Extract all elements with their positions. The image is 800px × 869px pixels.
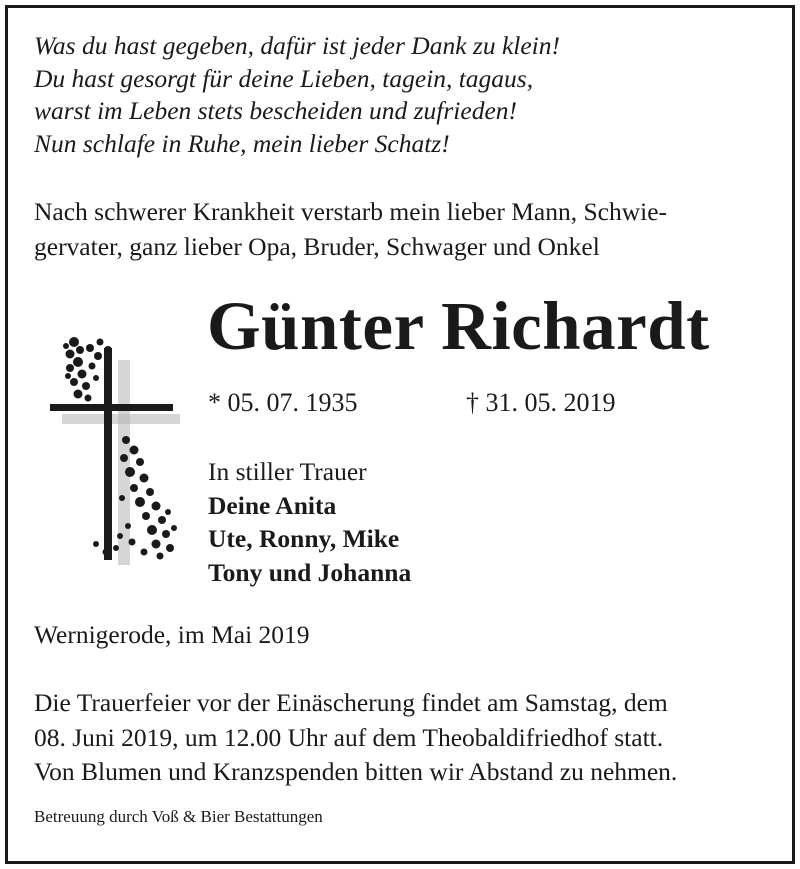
undertaker-credit: Betreuung durch Voß & Bier Bestattungen bbox=[34, 807, 323, 826]
funeral-details bbox=[34, 686, 677, 790]
cross-with-ivy-icon bbox=[40, 330, 190, 570]
poem-line: Du hast gesorgt für deine Lieben, tagein, tagaus, bbox=[34, 63, 534, 93]
announcement-line: gervater, ganz lieber Opa, Bruder, Schwager und Onkel bbox=[34, 232, 600, 261]
poem-line: warst im Leben stets bescheiden und zufrieden! bbox=[34, 96, 518, 125]
place-and-date: Wernigerode, im Mai 2019 bbox=[34, 620, 310, 649]
cross-vertical-beam bbox=[104, 348, 112, 560]
mourner-name: Ute, Ronny, Mike bbox=[208, 524, 400, 553]
mourner-name: Tony und Johanna bbox=[208, 557, 412, 587]
death-date: † 31. 05. 2019 bbox=[466, 388, 616, 417]
announcement-text bbox=[34, 194, 667, 264]
birth-date: * 05. 07. 1935 bbox=[208, 388, 358, 417]
mourners-block bbox=[208, 455, 411, 589]
mourner-name: Deine Anita bbox=[208, 490, 337, 520]
memorial-poem bbox=[34, 30, 560, 160]
cross-shadow-horizontal bbox=[62, 414, 180, 424]
poem-line: Nun schlafe in Ruhe, mein lieber Schatz! bbox=[34, 128, 450, 158]
funeral-line: Von Blumen und Kranzspenden bitten wir Abstand zu nehmen. bbox=[34, 757, 678, 786]
deceased-name: Günter Richardt bbox=[207, 288, 710, 364]
cross-horizontal-beam bbox=[50, 404, 173, 411]
announcement-line: Nach schwerer Krankheit verstarb mein lieber Mann, Schwie- bbox=[34, 197, 668, 226]
poem-line: Was du hast gegeben, dafür ist jeder Dank zu klein! bbox=[34, 31, 560, 60]
funeral-line: Die Trauerfeier vor der Einäscherung findet am Samstag, dem bbox=[34, 688, 668, 717]
funeral-line: 08. Juni 2019, um 12.00 Uhr auf dem Theobaldifriedhof statt. bbox=[34, 722, 664, 752]
mourning-heading: In stiller Trauer bbox=[208, 457, 367, 486]
